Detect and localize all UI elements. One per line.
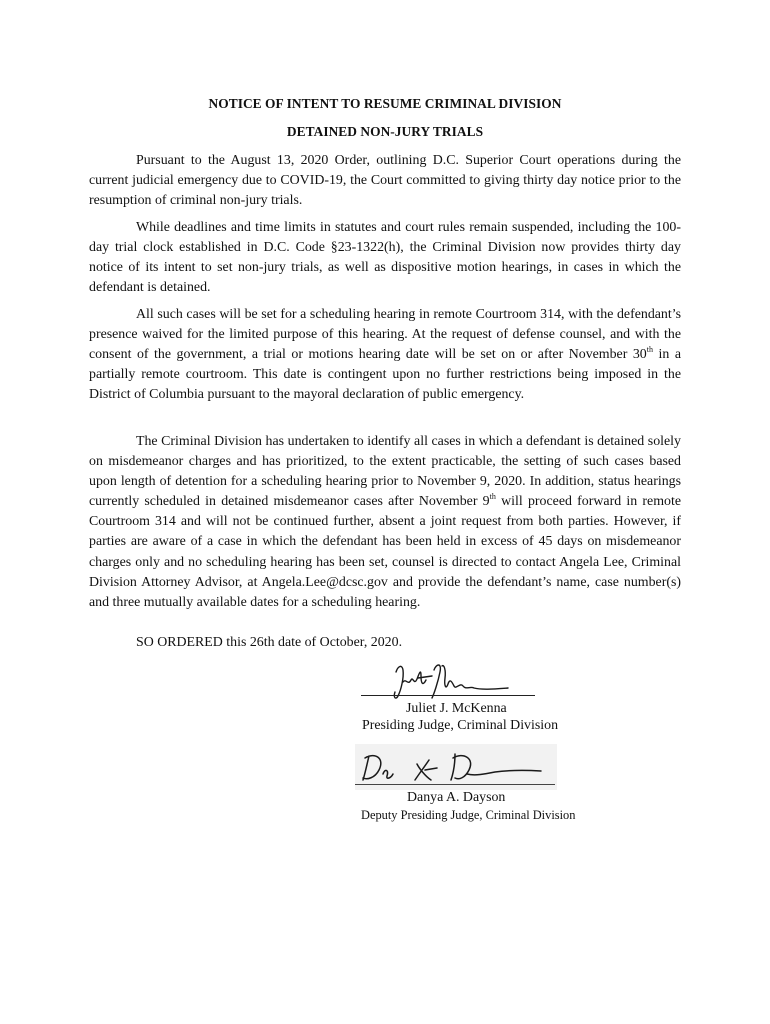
signer-name: Danya A. Dayson — [407, 790, 506, 805]
paragraph-1 — [89, 151, 681, 211]
paragraph-4-text-a: The Criminal Division has undertaken to identify all cases in which a defendant is detained solely on misdemeanor charges and has prioritized, to the extent practicable, the setting of such cases based upon length of detention for a scheduling hearing prior to November 9, 2020. In addition, status hearings currently scheduled in detained misdemeanor cases after November 9 — [89, 434, 681, 510]
signer-name: Juliet J. McKenna — [406, 701, 507, 716]
so-ordered-line: SO ORDERED this 26th date of October, 2020. — [136, 635, 403, 650]
paragraph-2 — [89, 218, 681, 298]
signer-title: Deputy Presiding Judge, Criminal Division — [361, 808, 576, 822]
signature-line — [355, 784, 555, 785]
ordinal-superscript: th — [489, 492, 496, 502]
signer-title: Presiding Judge, Criminal Division — [362, 718, 559, 733]
paragraph-4-text-b: will proceed forward in remote Courtroom 314 and will not be continued further, absent a joint request from both parties. However, if parties are aware of a case in which the defendant has been held in excess of 45 days on misdemeanor charges only and no scheduling hearing has been set, counsel is directed to contact Angela Lee, Criminal Division Attorney Advisor, at Angela.Lee@dcsc.gov and provide the defendant’s name, case number(s) and three mutually available dates for a scheduling hearing. — [89, 494, 681, 610]
document-subtitle: DETAINED NON-JURY TRIALS — [286, 124, 484, 139]
document-title: NOTICE OF INTENT TO RESUME CRIMINAL DIVISION — [208, 96, 562, 111]
paragraph-3-text-b: in a partially remote courtroom. This date is contingent upon no further restrictions being imposed in the District of Columbia pursuant to the mayoral declaration of public emergency. — [89, 347, 681, 403]
signature-line — [361, 695, 535, 696]
paragraph-3 — [89, 305, 681, 405]
paragraph-3-text-a: All such cases will be set for a scheduling hearing in remote Courtroom 314, with the defendant’s presence waived for the limited purpose of this hearing. At the request of defense counsel, and with the consent of the government, a trial or motions hearing date will be set on or after November 30 — [89, 307, 681, 363]
ordinal-superscript: th — [646, 345, 653, 355]
paragraph-4 — [89, 432, 681, 613]
paragraph-1-text: Pursuant to the August 13, 2020 Order, outlining D.C. Superior Court operations during the current judicial emergency due to COVID-19, the Court committed to giving thirty day notice prior to the resumption of criminal non-jury trials. — [89, 153, 681, 209]
paragraph-2-text: While deadlines and time limits in statutes and court rules remain suspended, including the 100-day trial clock established in D.C. Code §23-1322(h), the Criminal Division now provides thirty day notice of its intent to set non-jury trials, as well as dispositive motion hearings, in cases in which the defendant is detained. — [89, 220, 681, 296]
